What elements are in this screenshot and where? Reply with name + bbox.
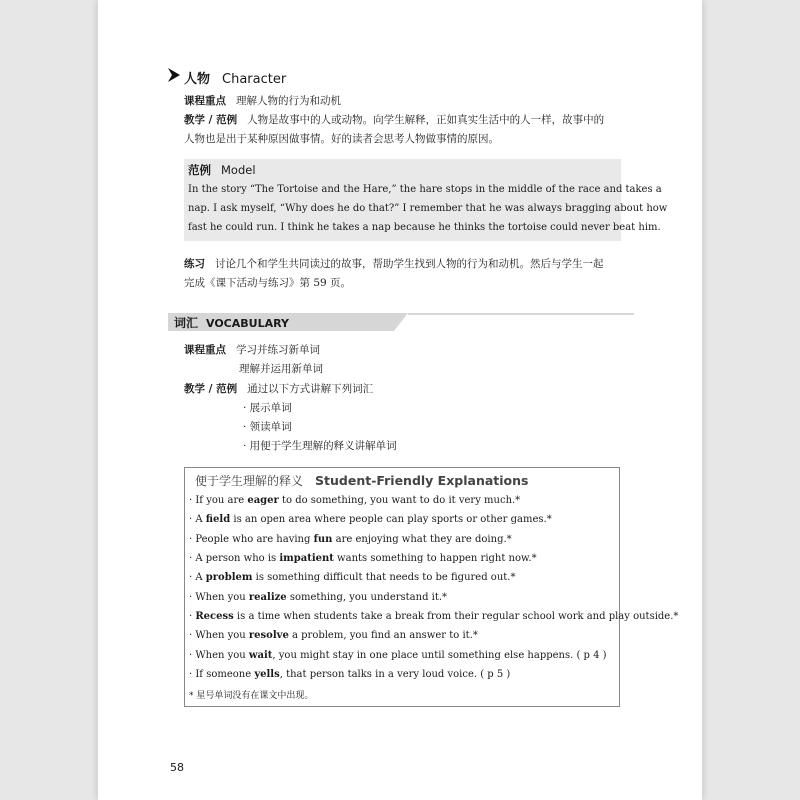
character-teach	[184, 112, 604, 127]
arrow-bullet-icon	[168, 68, 180, 82]
explanation-item: · People who are having fun are enjoying what they are doing.*	[189, 534, 512, 545]
vocabulary-title-en: VOCABULARY	[206, 317, 289, 330]
explanation-item: · If someone yells, that person talks in a very loud voice. ( p 5 )	[189, 669, 511, 680]
vocab-word: field	[205, 514, 231, 525]
explanation-item: · A person who is impatient wants something to happen right now.*	[189, 553, 537, 564]
explanation-item: · If you are eager to do something, you want to do it very much.*	[189, 495, 521, 506]
vocab-word: impatient	[279, 553, 334, 564]
vocab-focus	[184, 342, 320, 357]
explanation-item: · When you wait, you might stay in one place until something else happens. ( p 4 )	[189, 650, 607, 661]
vocab-word: Recess	[195, 611, 234, 622]
vocabulary-banner	[168, 313, 634, 331]
page-number: 58	[170, 761, 184, 774]
explanation-item: · Recess is a time when students take a break from their regular school work and play outside.*	[189, 611, 679, 622]
vocab-word: eager	[247, 495, 279, 506]
character-heading	[184, 68, 286, 87]
explanations-title	[195, 472, 528, 489]
model-title-zh: 范例	[188, 163, 211, 177]
practice-line2: 完成《课下活动与练习》第 59 页。	[184, 277, 352, 289]
explanations-box	[184, 467, 679, 707]
model-line: nap. I ask myself, “Why does he do that?” I remember that he was always bragging about how	[188, 203, 668, 214]
character-teach-line2: 人物也是出于某种原因做事情。好的读者会思考人物做事情的原因。	[184, 133, 499, 145]
vocab-focus-line2: 理解并运用新单词	[239, 363, 323, 375]
character-title-en: Character	[222, 72, 287, 87]
character-practice	[184, 256, 604, 271]
vocab-word: problem	[205, 572, 253, 583]
vocab-focus-label: 课程重点	[184, 344, 226, 356]
vocab-word: realize	[248, 592, 287, 603]
practice-label: 练习	[184, 258, 205, 270]
vocab-word: resolve	[248, 630, 289, 641]
explanations-footnote: * 星号单词没有在课文中出现。	[189, 691, 314, 701]
explanations-title-zh: 便于学生理解的释义	[195, 474, 304, 488]
model-line: fast he could run. I think he takes a nap because he thinks the tortoise could never beat him.	[188, 222, 661, 233]
vocab-teach-text: 通过以下方式讲解下列词汇	[247, 383, 374, 395]
character-focus	[184, 93, 341, 108]
vocab-word: wait	[248, 650, 273, 661]
vocab-teach-label: 教学 / 范例	[184, 383, 238, 395]
model-title	[188, 162, 256, 178]
vocab-teach-item: · 领读单词	[243, 421, 292, 433]
character-title-zh: 人物	[184, 72, 211, 87]
vocab-teach-item: · 展示单词	[243, 402, 292, 414]
explanation-item: · A problem is something difficult that needs to be figured out.*	[189, 572, 516, 583]
character-focus-label: 课程重点	[184, 95, 226, 107]
vocab-teach-item: · 用便于学生理解的释义讲解单词	[243, 440, 397, 452]
character-teach-label: 教学 / 范例	[184, 114, 238, 126]
book-page	[98, 0, 702, 800]
vocab-word: fun	[313, 534, 333, 545]
vocabulary-title	[174, 314, 289, 331]
vocab-teach	[184, 381, 373, 396]
explanation-item: · When you realize something, you understand it.*	[189, 592, 448, 603]
vocab-focus-line1: 学习并练习新单词	[236, 344, 320, 356]
practice-line1: 讨论几个和学生共同读过的故事，帮助学生找到人物的行为和动机。然后与学生一起	[215, 258, 604, 270]
character-focus-text: 理解人物的行为和动机	[236, 95, 341, 107]
model-line: In the story “The Tortoise and the Hare,” the hare stops in the middle of the race and takes a	[188, 184, 662, 195]
model-title-en: Model	[221, 163, 256, 177]
model-box	[184, 159, 668, 241]
explanation-item: · When you resolve a problem, you find an answer to it.*	[189, 630, 478, 641]
explanation-item: · A field is an open area where people can play sports or other games.*	[189, 514, 552, 525]
vocab-word: yells	[254, 669, 280, 680]
explanations-title-en: Student-Friendly Explanations	[315, 473, 529, 488]
character-teach-line1: 人物是故事中的人或动物。向学生解释，正如真实生活中的人一样，故事中的	[247, 114, 605, 126]
vocabulary-title-zh: 词汇	[174, 316, 199, 330]
